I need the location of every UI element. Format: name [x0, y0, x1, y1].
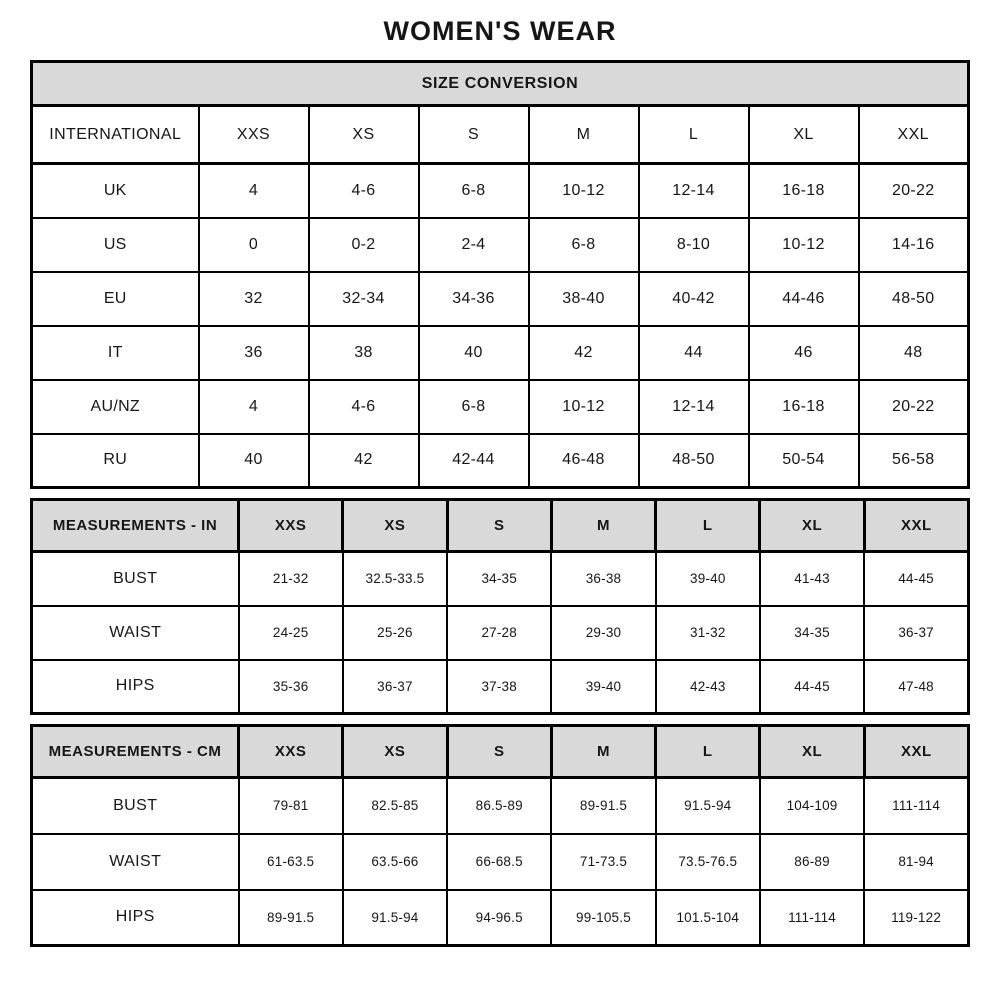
row-label: AU/NZ [32, 380, 199, 434]
value-cell: 46-48 [529, 434, 639, 488]
value-cell: 47-48 [864, 660, 968, 714]
value-cell: 86.5-89 [447, 778, 551, 834]
size-header-row [32, 500, 969, 552]
value-cell: 48-50 [639, 434, 749, 488]
value-cell: 81-94 [864, 834, 968, 890]
table-row [32, 890, 969, 946]
value-cell: 91.5-94 [656, 778, 760, 834]
size-conversion-table [30, 60, 970, 489]
value-cell: 82.5-85 [343, 778, 447, 834]
value-cell: 37-38 [447, 660, 551, 714]
size-column-header: XS [309, 106, 419, 164]
value-cell: 63.5-66 [343, 834, 447, 890]
value-cell: 41-43 [760, 552, 864, 606]
row-label: UK [32, 164, 199, 218]
value-cell: 36-37 [343, 660, 447, 714]
value-cell: 8-10 [639, 218, 749, 272]
value-cell: 40-42 [639, 272, 749, 326]
value-cell: 36 [199, 326, 309, 380]
table-row [32, 778, 969, 834]
value-cell: 40 [199, 434, 309, 488]
size-column-header: XXL [864, 500, 968, 552]
value-cell: 40 [419, 326, 529, 380]
value-cell: 4 [199, 164, 309, 218]
value-cell: 2-4 [419, 218, 529, 272]
value-cell: 35-36 [239, 660, 343, 714]
table-row [32, 164, 969, 218]
value-cell: 16-18 [749, 164, 859, 218]
value-cell: 6-8 [419, 380, 529, 434]
value-cell: 38 [309, 326, 419, 380]
size-column-header: XL [760, 500, 864, 552]
value-cell: 10-12 [529, 380, 639, 434]
value-cell: 42 [309, 434, 419, 488]
value-cell: 14-16 [859, 218, 969, 272]
table-row [32, 380, 969, 434]
value-cell: 101.5-104 [656, 890, 760, 946]
value-cell: 32-34 [309, 272, 419, 326]
value-cell: 42 [529, 326, 639, 380]
value-cell: 39-40 [656, 552, 760, 606]
table-row [32, 272, 969, 326]
size-column-header: M [551, 726, 655, 778]
value-cell: 6-8 [529, 218, 639, 272]
value-cell: 48 [859, 326, 969, 380]
value-cell: 44 [639, 326, 749, 380]
value-cell: 29-30 [551, 606, 655, 660]
value-cell: 44-46 [749, 272, 859, 326]
value-cell: 0-2 [309, 218, 419, 272]
value-cell: 44-45 [864, 552, 968, 606]
value-cell: 4 [199, 380, 309, 434]
size-column-header: XS [343, 500, 447, 552]
measurements-in-table [30, 498, 970, 715]
value-cell: 44-45 [760, 660, 864, 714]
value-cell: 50-54 [749, 434, 859, 488]
value-cell: 56-58 [859, 434, 969, 488]
row-label: HIPS [32, 660, 239, 714]
size-column-header: L [656, 726, 760, 778]
value-cell: 6-8 [419, 164, 529, 218]
table-title-bar: SIZE CONVERSION [32, 62, 969, 106]
value-cell: 86-89 [760, 834, 864, 890]
row-label: BUST [32, 778, 239, 834]
table-row [32, 218, 969, 272]
value-cell: 36-37 [864, 606, 968, 660]
value-cell: 119-122 [864, 890, 968, 946]
value-cell: 89-91.5 [551, 778, 655, 834]
page-title: WOMEN'S WEAR [383, 16, 617, 46]
value-cell: 31-32 [656, 606, 760, 660]
value-cell: 25-26 [343, 606, 447, 660]
measurements-cm-table [30, 724, 970, 947]
value-cell: 12-14 [639, 164, 749, 218]
value-cell: 91.5-94 [343, 890, 447, 946]
size-column-header: XXL [864, 726, 968, 778]
row-label: EU [32, 272, 199, 326]
row-label: HIPS [32, 890, 239, 946]
table-row [32, 834, 969, 890]
value-cell: 48-50 [859, 272, 969, 326]
value-cell: 12-14 [639, 380, 749, 434]
table-row [32, 606, 969, 660]
value-cell: 20-22 [859, 380, 969, 434]
size-header-row [32, 726, 969, 778]
row-label: BUST [32, 552, 239, 606]
value-cell: 46 [749, 326, 859, 380]
value-cell: 27-28 [447, 606, 551, 660]
value-cell: 61-63.5 [239, 834, 343, 890]
value-cell: 34-35 [447, 552, 551, 606]
corner-label: MEASUREMENTS - CM [32, 726, 239, 778]
value-cell: 10-12 [529, 164, 639, 218]
size-column-header: XXS [199, 106, 309, 164]
value-cell: 16-18 [749, 380, 859, 434]
value-cell: 79-81 [239, 778, 343, 834]
size-column-header: L [639, 106, 749, 164]
value-cell: 42-44 [419, 434, 529, 488]
corner-label: MEASUREMENTS - IN [32, 500, 239, 552]
size-column-header: XXS [239, 500, 343, 552]
table-row [32, 434, 969, 488]
size-column-header: S [447, 500, 551, 552]
value-cell: 4-6 [309, 380, 419, 434]
value-cell: 99-105.5 [551, 890, 655, 946]
value-cell: 73.5-76.5 [656, 834, 760, 890]
value-cell: 94-96.5 [447, 890, 551, 946]
value-cell: 0 [199, 218, 309, 272]
table-row [32, 660, 969, 714]
row-label: WAIST [32, 606, 239, 660]
size-column-header: S [419, 106, 529, 164]
value-cell: 4-6 [309, 164, 419, 218]
size-column-header: S [447, 726, 551, 778]
size-header-row [32, 106, 969, 164]
size-column-header: M [529, 106, 639, 164]
value-cell: 42-43 [656, 660, 760, 714]
value-cell: 24-25 [239, 606, 343, 660]
value-cell: 10-12 [749, 218, 859, 272]
value-cell: 34-36 [419, 272, 529, 326]
value-cell: 36-38 [551, 552, 655, 606]
row-label: WAIST [32, 834, 239, 890]
size-column-header: XS [343, 726, 447, 778]
size-column-header: XXS [239, 726, 343, 778]
value-cell: 71-73.5 [551, 834, 655, 890]
value-cell: 111-114 [760, 890, 864, 946]
size-column-header: XL [760, 726, 864, 778]
size-column-header: L [656, 500, 760, 552]
value-cell: 32.5-33.5 [343, 552, 447, 606]
value-cell: 21-32 [239, 552, 343, 606]
value-cell: 111-114 [864, 778, 968, 834]
value-cell: 38-40 [529, 272, 639, 326]
value-cell: 66-68.5 [447, 834, 551, 890]
value-cell: 39-40 [551, 660, 655, 714]
value-cell: 34-35 [760, 606, 864, 660]
size-column-header: XXL [859, 106, 969, 164]
row-label: RU [32, 434, 199, 488]
value-cell: 89-91.5 [239, 890, 343, 946]
table-row [32, 552, 969, 606]
table-row [32, 326, 969, 380]
value-cell: 32 [199, 272, 309, 326]
corner-label: INTERNATIONAL [32, 106, 199, 164]
size-column-header: M [551, 500, 655, 552]
size-column-header: XL [749, 106, 859, 164]
row-label: US [32, 218, 199, 272]
row-label: IT [32, 326, 199, 380]
value-cell: 20-22 [859, 164, 969, 218]
value-cell: 104-109 [760, 778, 864, 834]
